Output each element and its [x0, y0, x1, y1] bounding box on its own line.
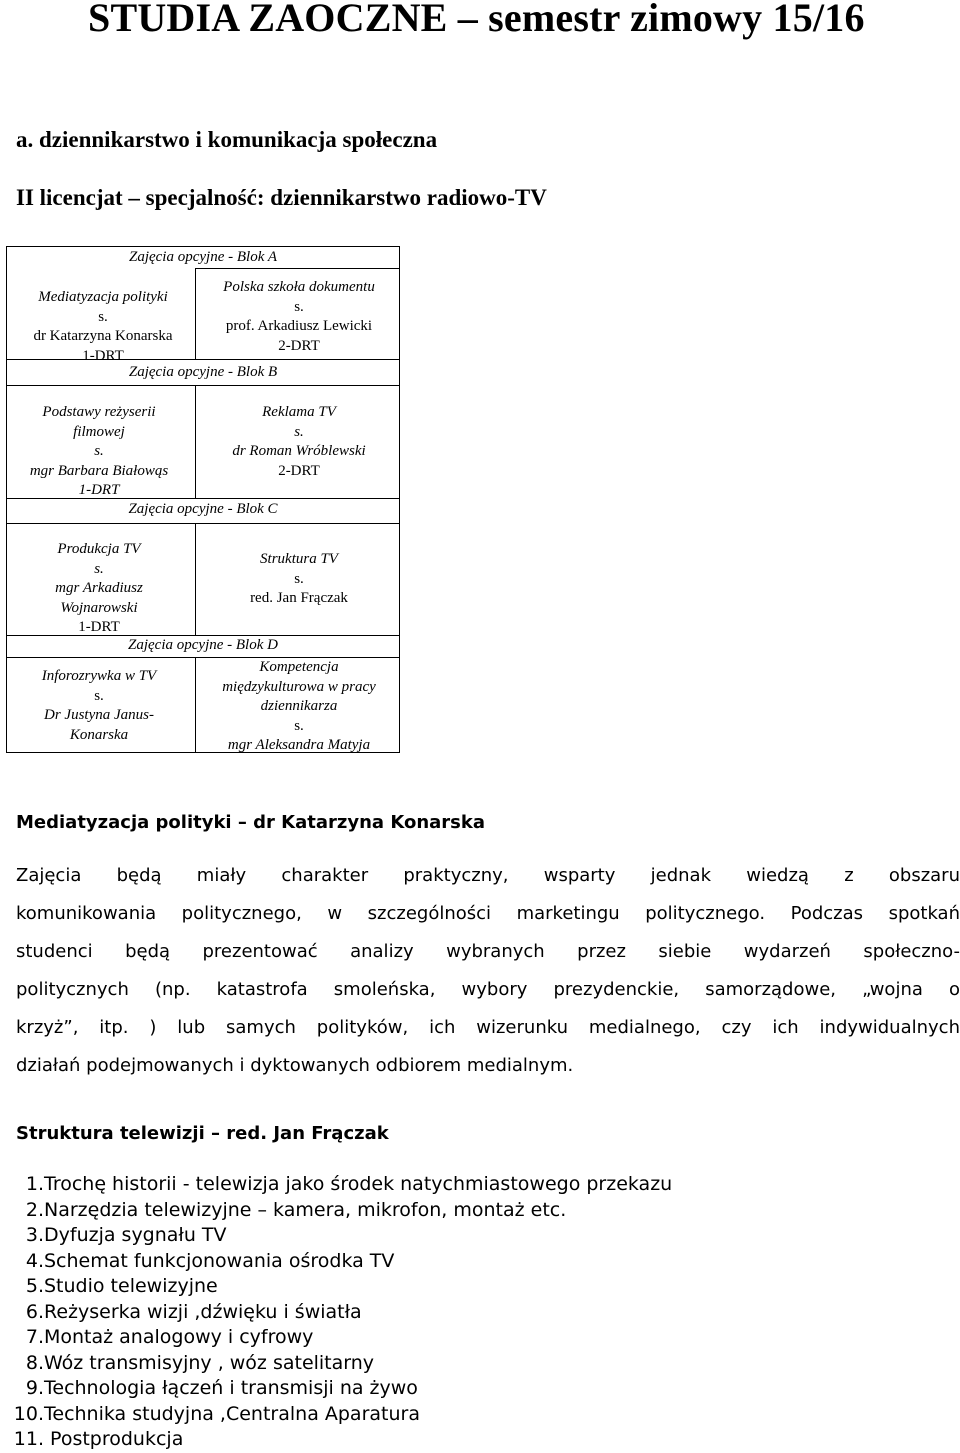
course-group: 2-DRT: [278, 462, 320, 479]
course-lecturer-cont: Wojnarowski: [60, 599, 138, 616]
list-text: Dyfuzja sygnału TV: [44, 1224, 227, 1246]
course-title: Struktura TV: [260, 551, 338, 567]
column-divider: [195, 523, 196, 635]
list-item: [0, 1274, 672, 1300]
block-b-left-course: [7, 403, 191, 501]
course-type: s.: [294, 423, 304, 440]
list-number: 5.: [25, 1275, 44, 1297]
program-name: II licencjat – specjalność: dziennikarstwo radiowo-TV: [16, 185, 547, 210]
list-number: 1.: [25, 1173, 44, 1195]
row-divider: [7, 635, 399, 636]
row-divider: [7, 523, 399, 524]
block-d-right-course: [199, 658, 399, 756]
row-divider: [7, 498, 399, 499]
block-c-right-course: [199, 550, 399, 609]
course-lecturer-cont: Konarska: [69, 726, 129, 743]
course-title: Podstawy reżyserii: [42, 404, 156, 420]
course-lecturer: red. Jan Frączak: [250, 590, 348, 606]
list-item: [0, 1376, 672, 1402]
paragraph-line: politycznych (np. katastrofa smoleńska, wybory prezydenckie, samorządowe, „wojna o: [16, 979, 960, 1000]
course-title-cont: filmowej: [73, 423, 125, 440]
list-text: Narzędzia telewizyjne – kamera, mikrofon, montaż etc.: [44, 1198, 567, 1221]
paragraph-line: działań podejmowanych i dyktowanych odbiorem medialnym.: [16, 1055, 574, 1076]
course-title: Polska szkoła dokumentu: [223, 279, 375, 295]
list-item: [0, 1172, 672, 1198]
course-title: Mediatyzacja polityki: [38, 289, 168, 305]
column-divider: [195, 268, 196, 359]
section-title-mediatyzacja: Mediatyzacja polityki – dr Katarzyna Konarska: [16, 812, 485, 833]
list-number: 9.: [25, 1377, 44, 1399]
block-c-left-course: [7, 540, 191, 638]
course-title: Inforozrywka w TV: [41, 668, 157, 684]
list-item: [0, 1249, 672, 1275]
block-a-right-course: [199, 278, 399, 356]
list-item: [0, 1351, 672, 1377]
list-item: [0, 1300, 672, 1326]
list-text: Reżyserka wizji ,dźwięku i światła: [44, 1300, 362, 1323]
course-lecturer: Dr Justyna Janus-: [44, 707, 154, 723]
block-d-header: Zajęcia opcyjne - Blok D: [128, 637, 278, 653]
course-title: Reklama TV: [262, 404, 336, 420]
block-c-header: Zajęcia opcyjne - Blok C: [128, 501, 278, 517]
course-title-cont: dziennikarza: [260, 698, 338, 714]
block-b-header: Zajęcia opcyjne - Blok B: [128, 364, 278, 380]
paragraph-line: komunikowania politycznego, w szczególności marketingu politycznego. Podczas spotkań: [16, 903, 960, 924]
column-divider: [195, 385, 196, 498]
block-b-right-course: [199, 403, 399, 481]
section-description: [16, 857, 960, 1085]
list-number: 11.: [13, 1428, 44, 1450]
block-a-header: Zajęcia opcyjne - Blok A: [128, 249, 277, 265]
paragraph-line: krzyż”, itp. ) lub samych polityków, ich wizerunku medialnego, czy ich indywidualnych: [16, 1017, 960, 1038]
list-text: Technika studyjna ,Centralna Aparatura: [44, 1402, 420, 1425]
block-a-left-course: [13, 288, 193, 366]
course-title: Produkcja TV: [57, 541, 141, 557]
block-d-left-course: [7, 667, 191, 745]
course-lecturer: dr Roman Wróblewski: [232, 443, 366, 459]
list-item: [0, 1198, 672, 1224]
list-item: [0, 1427, 672, 1453]
list-item: [0, 1402, 672, 1428]
row-divider: [7, 385, 399, 386]
list-number: 2.: [25, 1198, 44, 1221]
list-item: [0, 1325, 672, 1351]
course-group: 2-DRT: [278, 337, 320, 354]
course-lecturer: mgr Barbara Białowąs: [29, 462, 169, 479]
column-divider: [195, 657, 196, 753]
section-title-struktura: Struktura telewizji – red. Jan Frączak: [16, 1123, 389, 1144]
list-text: Postprodukcja: [44, 1428, 184, 1450]
course-type: s.: [98, 308, 108, 325]
course-title: Kompetencja: [259, 659, 339, 675]
course-title-cont: międzykulturowa w pracy: [222, 678, 376, 695]
list-number: 8.: [25, 1351, 44, 1374]
course-lecturer: prof. Arkadiusz Lewicki: [225, 318, 373, 334]
elective-schedule-table: [6, 246, 400, 753]
course-group: 1-DRT: [78, 482, 120, 498]
course-lecturer: mgr Aleksandra Matyja: [227, 737, 371, 753]
list-text: Technologia łączeń i transmisji na żywo: [44, 1377, 418, 1399]
list-item: [0, 1223, 672, 1249]
paragraph-line: Zajęcia będą miały charakter praktyczny, wsparty jednak wiedzą z obszaru: [16, 865, 960, 886]
field-of-study: a. dziennikarstwo i komunikacja społeczna: [16, 127, 438, 152]
course-type: s.: [94, 687, 104, 704]
list-number: 7.: [25, 1326, 44, 1348]
topic-list: [0, 1172, 672, 1453]
course-type: s.: [94, 443, 104, 459]
list-text: Montaż analogowy i cyfrowy: [44, 1326, 314, 1348]
course-type: s.: [94, 560, 104, 577]
list-text: Trochę historii - telewizja jako środek natychmiastowego przekazu: [44, 1173, 673, 1195]
list-number: 10.: [13, 1402, 44, 1425]
list-number: 6.: [25, 1300, 44, 1323]
page-title: STUDIA ZAOCZNE – semestr zimowy 15/16: [88, 0, 865, 40]
row-divider: [195, 268, 400, 269]
list-number: 4.: [25, 1249, 44, 1272]
course-type: s.: [294, 298, 304, 315]
row-divider: [7, 359, 399, 360]
list-number: 3.: [25, 1224, 44, 1246]
course-type: s.: [294, 570, 304, 587]
list-text: Studio telewizyjne: [44, 1275, 218, 1297]
list-text: Wóz transmisyjny , wóz satelitarny: [44, 1351, 375, 1374]
paragraph-line: studenci będą prezentować analizy wybranych przez siebie wydarzeń społeczno-: [16, 941, 960, 962]
list-text: Schemat funkcjonowania ośrodka TV: [44, 1249, 395, 1272]
course-group: 1-DRT: [78, 619, 120, 635]
course-type: s.: [294, 717, 304, 734]
course-group: 1-DRT: [82, 347, 124, 364]
course-lecturer: dr Katarzyna Konarska: [33, 328, 173, 344]
course-lecturer: mgr Arkadiusz: [55, 580, 143, 596]
